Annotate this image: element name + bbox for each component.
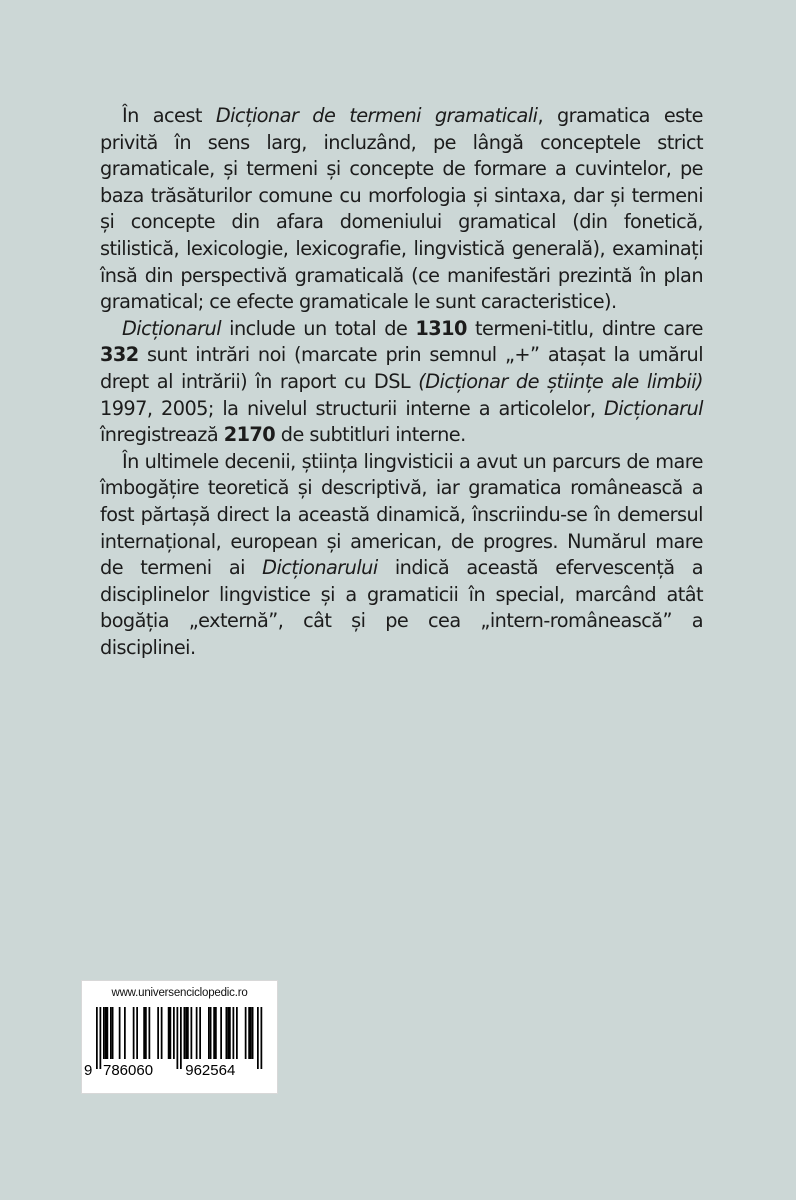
barcode-bar [157,1007,159,1059]
barcode-bar [124,1007,126,1059]
barcode-bar [187,1007,189,1059]
barcode-bar [215,1007,217,1059]
barcode-bar [184,1007,186,1059]
isbn-digits: 786060 [103,1062,154,1079]
barcode-bar [170,1007,172,1059]
barcode-bar [149,1007,151,1059]
italic-title: Dicționarului [262,556,378,580]
publisher-url: www.universenciclopedic.ro [111,987,248,999]
bold-number: 332 [100,343,139,367]
barcode-bar [180,1007,182,1069]
barcode-bar [257,1007,259,1069]
text-run: În acest [122,104,216,127]
barcode-bar [196,1007,198,1059]
paragraph-2 [100,316,703,449]
text-run: termeni-titlu, dintre care [466,316,703,340]
italic-title: Dicționarul [603,396,703,420]
paragraph-3 [100,449,703,662]
barcode-bar [173,1007,175,1059]
barcode-bar [250,1007,252,1059]
barcode-bar [96,1007,98,1069]
barcode-bar [133,1007,135,1059]
text-run: înregistrează [100,423,224,447]
italic-title: Dicționar de termeni gramaticali [215,104,538,127]
barcode-bar [143,1007,145,1059]
barcode-bar [226,1007,228,1059]
isbn-digits: 9 [84,1062,93,1079]
bold-number: 1310 [415,316,467,340]
barcode-bar [252,1007,254,1059]
bold-number: 2170 [223,423,276,447]
barcode-bar [161,1007,163,1059]
barcode-bar [168,1007,170,1059]
barcode-bar [191,1007,193,1059]
barcode-icon [82,1005,279,1095]
barcode-box [81,980,278,1094]
text-run: În ultimele decenii, știința lingvisticii a avut un parcurs de mare îmbogățire teoretică și descriptivă, iar gramatica românească a fost părtașă direct la această dinamică, înscriindu-se în demersul internațional, european și american, de progres. Numărul mare de termeni ai [100,449,703,580]
barcode-bar [233,1007,235,1059]
barcode-bar [229,1007,231,1059]
barcode-bar [248,1007,250,1059]
italic-title: (Dicționar de științe ale limbii) [418,369,703,393]
barcode-bar [136,1007,138,1059]
italic-title: Dicționarul [122,316,222,340]
text-run: , gramatica este privită în sens larg, incluzând, pe lângă conceptele strict gramaticale, și termeni și concepte de formare a cuvintelor, pe baza trăsăturilor comune cu morfologia și sintaxa, dar și termeni și concepte din afara domeniului gramatical (din fonetică, stilistică, lexicologie, lexicografie, lingvistică generală), examinați însă din perspectivă gramaticală (ce manifestări prezintă în plan gramatical; ce efecte gramaticale le sunt caracteristice). [100,104,703,314]
barcode-bar [185,1007,187,1059]
barcode-bar [145,1007,147,1059]
barcode-bar [245,1007,247,1059]
paragraph-1 [100,103,703,316]
barcode-bar [112,1007,114,1059]
barcode-bar [105,1007,107,1059]
text-run: include un total de [221,316,416,340]
barcode-bar [261,1007,263,1069]
text-run: sunt intrări noi (marcate prin semnul „+” atașat la umărul drept al intrării) în raport cu DSL [100,343,703,393]
barcode-bar [119,1007,121,1059]
text-run: indică această efervescență a disciplinelor lingvistice și a gramaticii în special, marcând atât bogăția „externă”, cât și pe cea „intern-românească” a disciplinei. [100,556,703,659]
barcode-bar [199,1007,201,1059]
barcode-bar [208,1007,210,1059]
barcode-bar [100,1007,102,1069]
barcode-bar [220,1007,222,1059]
blurb-text [100,103,703,661]
text-run: de subtitluri interne. [275,423,466,447]
barcode-bar [227,1007,229,1059]
barcode-bar [210,1007,212,1059]
barcode-bar [236,1007,238,1059]
barcode-bar [103,1007,105,1059]
barcode-bar [107,1007,109,1059]
isbn-digits: 962564 [185,1062,236,1079]
barcode-bar [110,1007,112,1059]
text-run: 1997, 2005; la nivelul structurii interne a articolelor, [100,396,604,420]
barcode-bar [177,1007,179,1069]
barcode-bar [213,1007,215,1059]
